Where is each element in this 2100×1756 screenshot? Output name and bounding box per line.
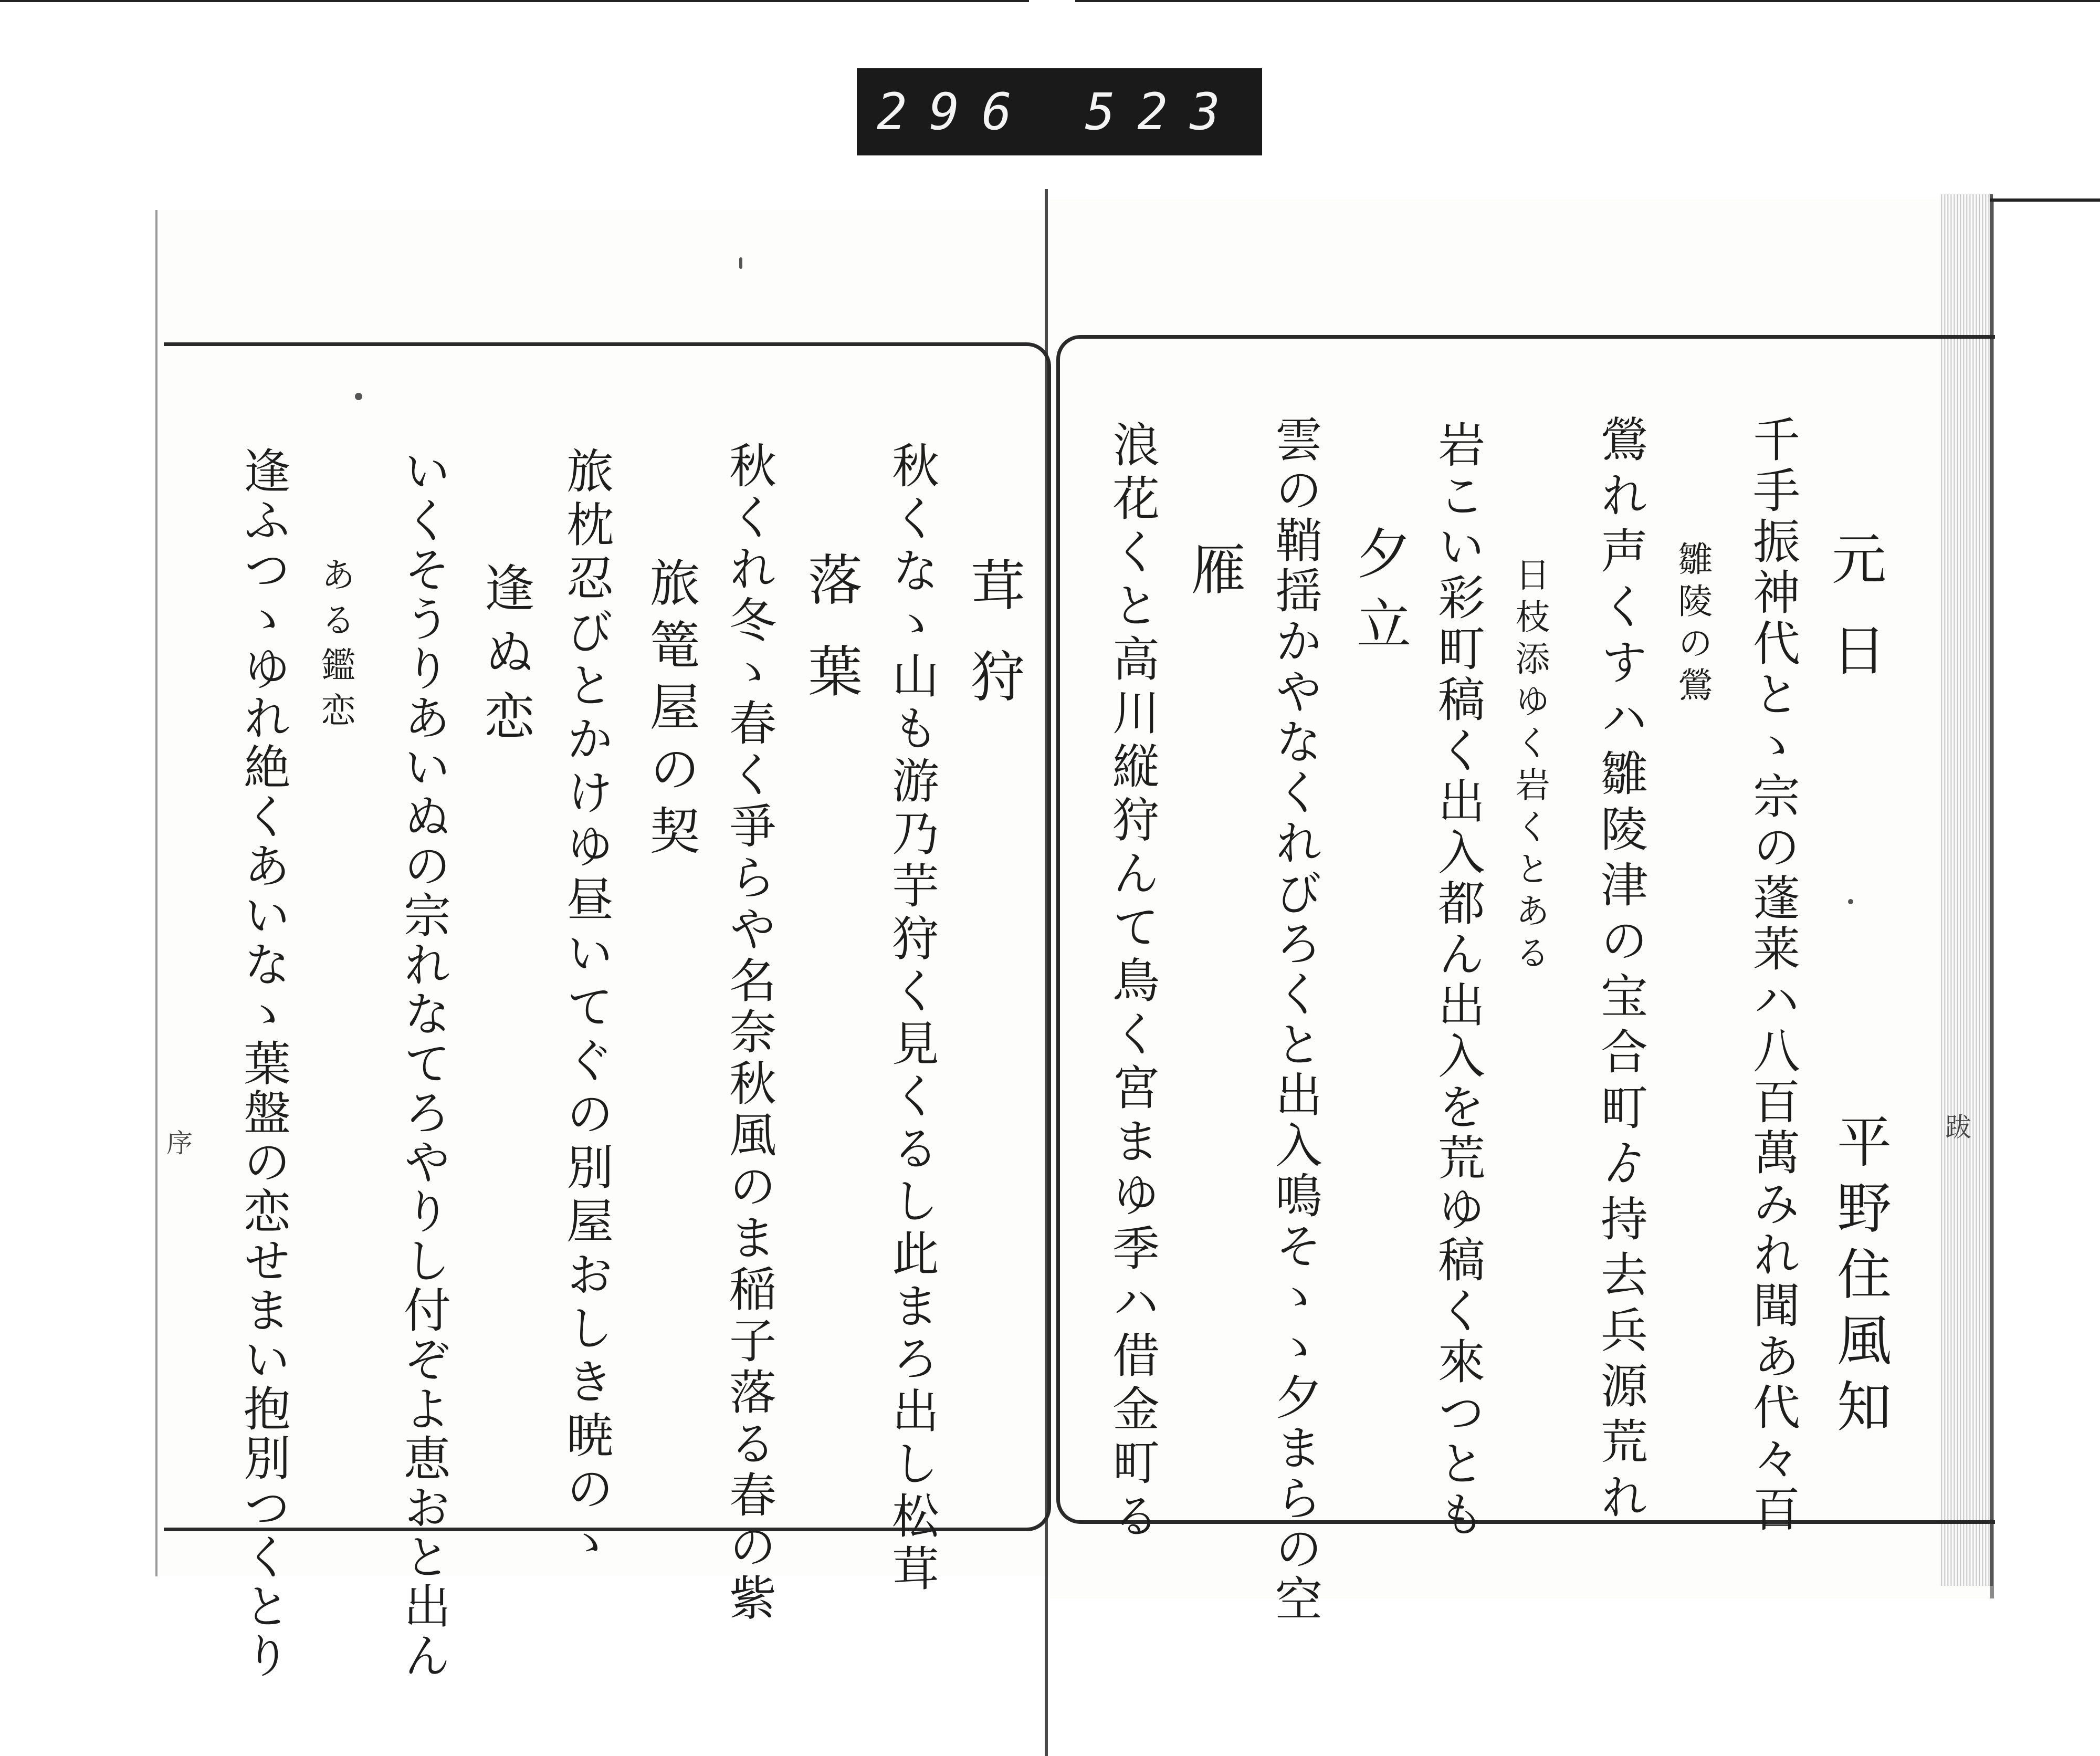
- ink-spot: [1848, 899, 1853, 904]
- left-line-2: 秋くなゝ山も游乃芋狩く見くるし此まろ出し松茸: [884, 441, 939, 1596]
- edge-rule: [1990, 198, 2100, 202]
- heading-takegari: 茸狩: [961, 557, 1025, 739]
- left-frame-top-extension: [164, 342, 185, 346]
- left-margin-mark: 序: [162, 1129, 193, 1155]
- heading-yudachi: 夕立: [1347, 525, 1411, 666]
- right-line-5: 岩こい彩町稿く出入都ん出入を荒ゆ稿く來つとも: [1430, 420, 1485, 1541]
- right-line-1: 千手振神代とゝ宗の蓬莱ハ八百萬みれ聞あ代々百: [1745, 415, 1800, 1535]
- right-frame-bottom-extension: [1942, 1520, 1995, 1524]
- heading-ganjitsu: 元日: [1822, 530, 1886, 713]
- left-line-9: ある鑑恋: [315, 557, 355, 737]
- heading-ochiba: 落葉: [799, 551, 863, 734]
- right-line-4: 日枝添ゆく岩くとある: [1509, 557, 1550, 977]
- left-frame-bottom-extension: [164, 1528, 185, 1531]
- right-accession-number: 523: [1085, 82, 1242, 141]
- right-line-3: 鶯れ声くすハ雛陵津の宝合町ゟ持去兵源荒れ: [1592, 415, 1647, 1528]
- right-margin-mark: 跋: [1941, 1113, 1971, 1140]
- right-line-7: 雲の鞘揺かやなくれびろくと出入鳴そゝゝ夕まらの空: [1267, 415, 1322, 1625]
- heading-kari: 雁: [1182, 541, 1246, 611]
- page-stack-edges: [1939, 194, 1993, 1586]
- top-rule-right: [1075, 0, 2100, 2]
- heading-hatagoya: 旅篭屋の契: [642, 557, 700, 866]
- author-name: 平野住風知: [1828, 1113, 1892, 1444]
- ink-spot: [355, 393, 362, 400]
- left-line-8: いくそうりあいぬの宗れなてろやりし付ぞよ恵おと出ん: [395, 446, 450, 1680]
- ink-spot: [739, 257, 742, 269]
- right-page-frame: [1056, 335, 1944, 1524]
- left-line-10: 逢ふつゝゆれ絶くあいなゝ葉盤の恋せまい抱別つくとり: [235, 446, 290, 1680]
- left-accession-number: 296: [877, 82, 1034, 141]
- right-line-2: 雛陵の鶯: [1672, 541, 1713, 709]
- top-rule-left: [0, 0, 1029, 2]
- accession-number-plate: [857, 68, 1262, 155]
- right-frame-top-extension: [1942, 335, 1995, 339]
- right-line-9: 浪花くと高川縦狩んて鳥く宮まゆ季ハ借金町る: [1104, 420, 1159, 1545]
- heading-awanukoi: 逢ぬ恋: [476, 562, 535, 754]
- left-line-6: 旅枕忍びとかけゆ昼いてぐの別屋おしき暁のゝ: [558, 446, 613, 1571]
- left-line-4: 秋くれ冬ゝ春く爭らや名奈秋風のま稲子落る春の紫: [721, 441, 776, 1625]
